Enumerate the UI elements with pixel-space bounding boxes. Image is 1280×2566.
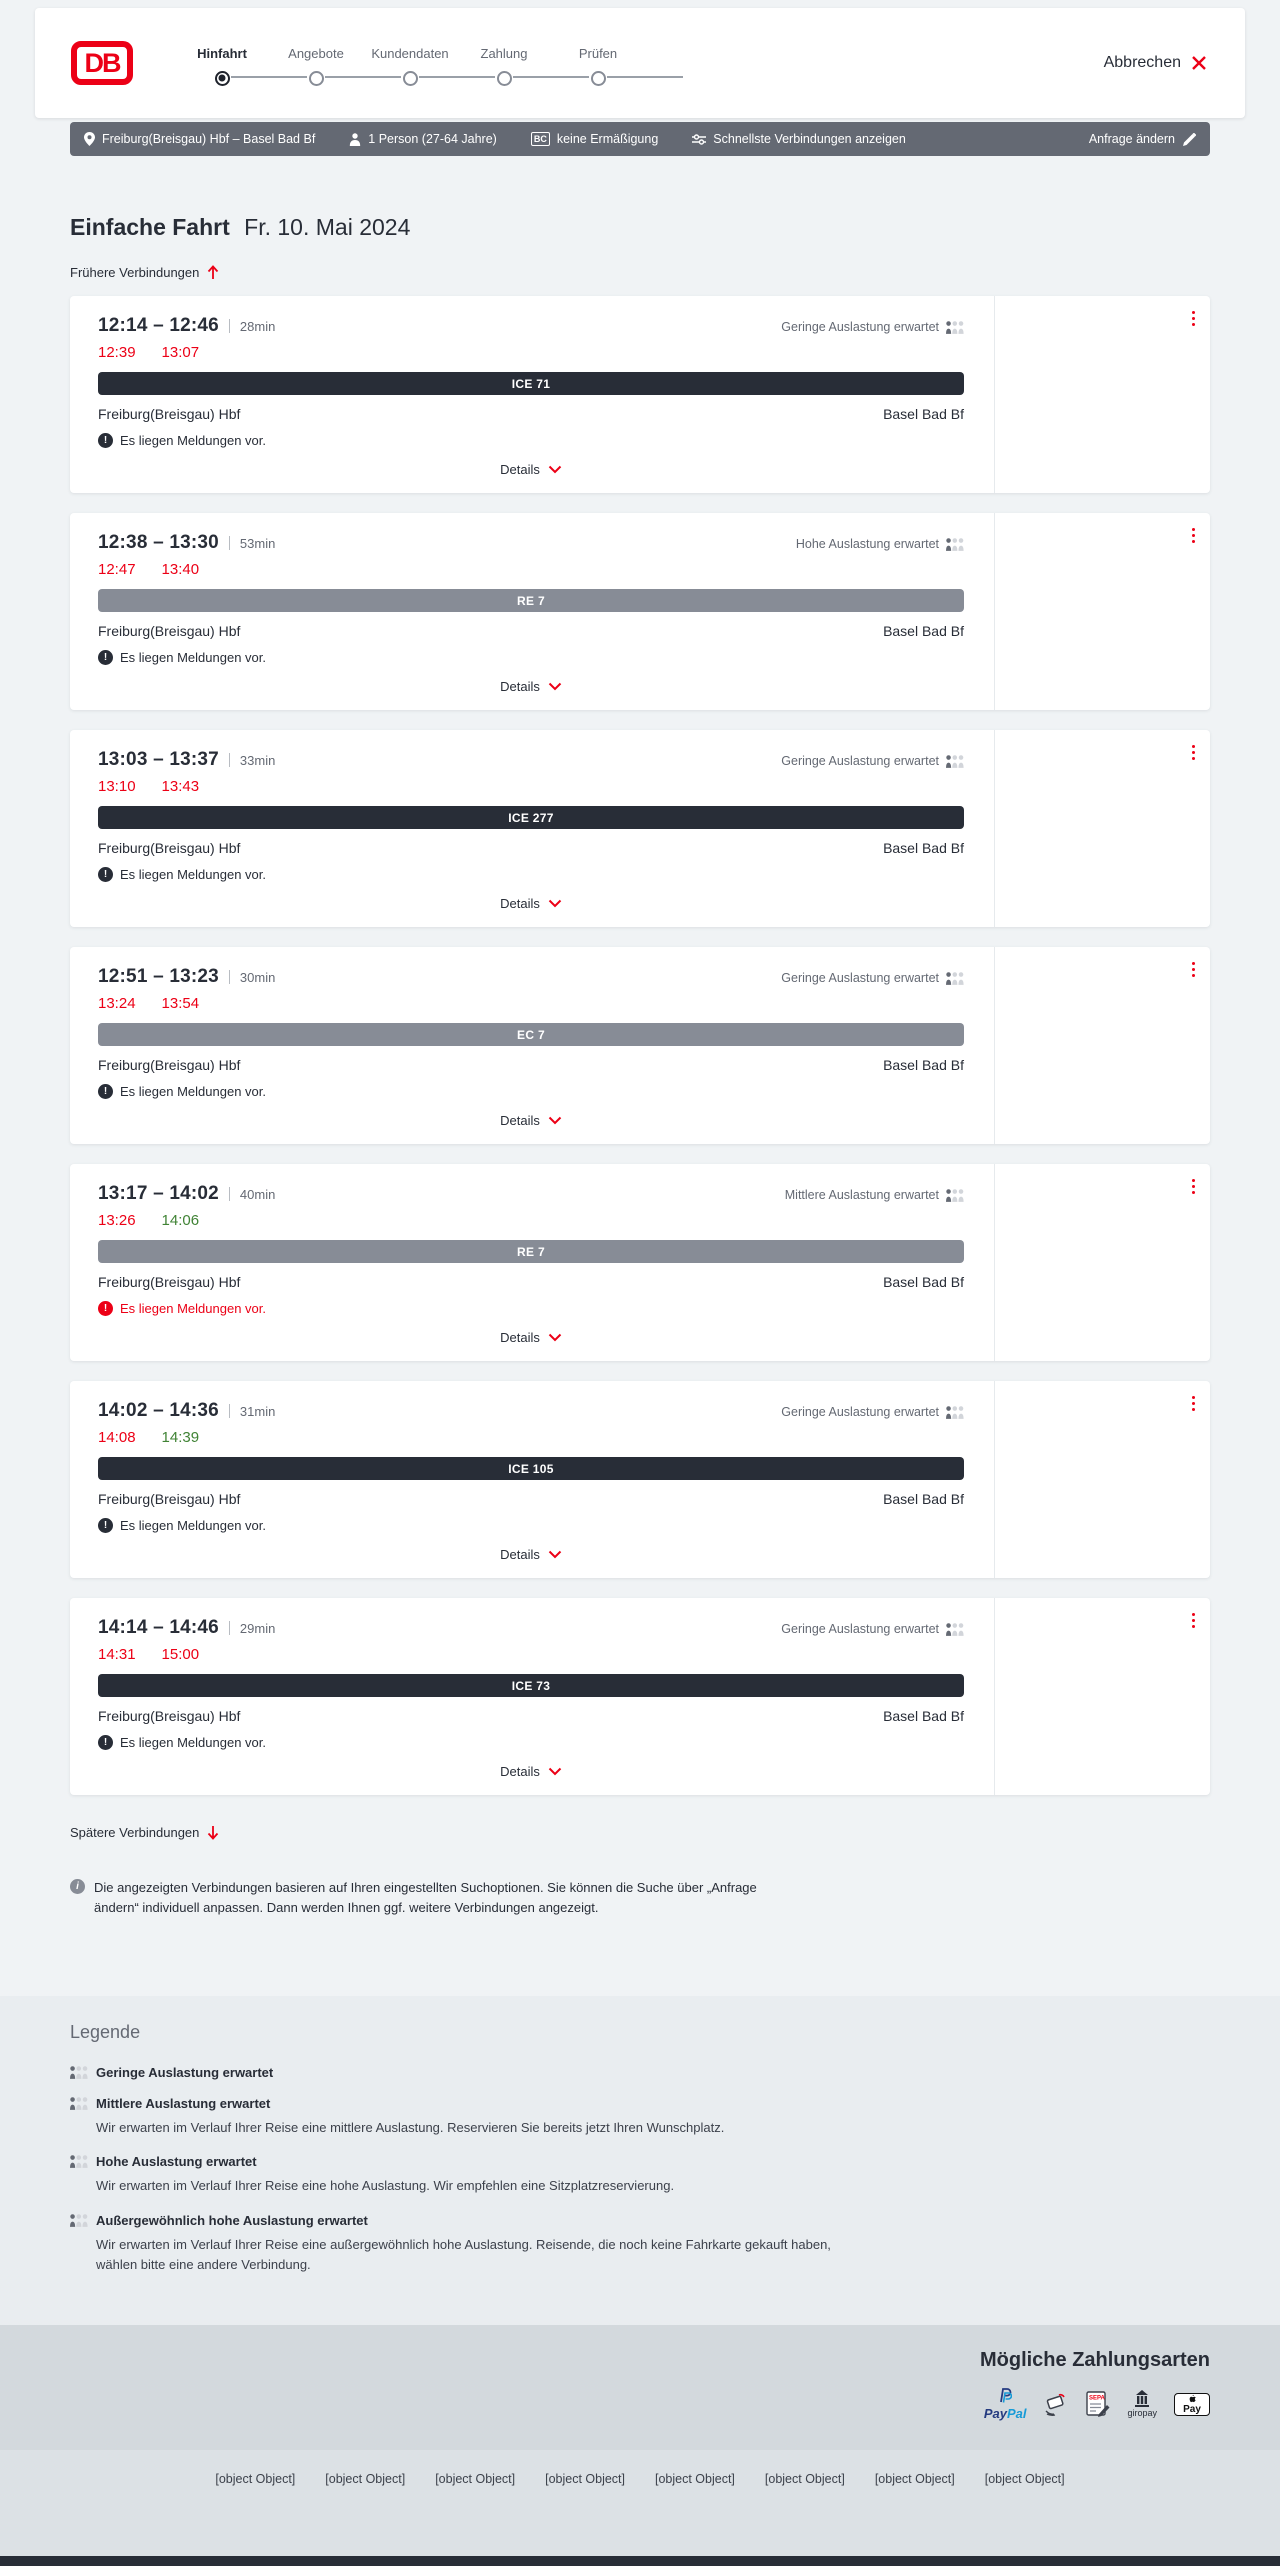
divider [229, 1404, 230, 1418]
connection-side-panel [995, 730, 1210, 927]
notice-text: Es liegen Meldungen vor. [120, 1301, 266, 1316]
train-label-bar[interactable] [98, 1674, 964, 1697]
occupancy-icon [946, 755, 964, 768]
discount-summary [531, 132, 658, 146]
legend-item-label: Hohe Auslastung erwartet [96, 2154, 257, 2170]
notice-text: Es liegen Meldungen vor. [120, 433, 266, 448]
train-label-bar[interactable] [98, 1457, 964, 1480]
occupancy-label: Geringe Auslastung erwartet [781, 320, 939, 334]
scheduled-times: 12:51 – 13:23 [98, 966, 219, 987]
divider [229, 536, 230, 550]
details-label: Details [500, 896, 540, 911]
duration: 31min [239, 1404, 276, 1419]
notice-text: Es liegen Meldungen vor. [120, 867, 266, 882]
actual-arrival: 14:06 [161, 1212, 200, 1229]
origin-station: Freiburg(Breisgau) Hbf [98, 623, 241, 639]
notice-row [98, 650, 964, 665]
footer-link[interactable]: [object Object] [874, 2471, 955, 2486]
occupancy-icon [946, 972, 964, 985]
scheduled-times: 12:14 – 12:46 [98, 315, 219, 336]
occupancy-icon [70, 2066, 88, 2079]
details-label: Details [500, 1547, 540, 1562]
details-toggle[interactable] [500, 1330, 562, 1345]
connection-side-panel [995, 296, 1210, 493]
passenger-summary [349, 132, 497, 146]
chevron-down-icon [548, 682, 562, 691]
connection-side-panel [995, 1164, 1210, 1361]
search-options-note [70, 1878, 760, 1996]
divider [229, 970, 230, 984]
origin-station: Freiburg(Breisgau) Hbf [98, 1057, 241, 1073]
occupancy-info [796, 537, 964, 551]
footer-link[interactable]: [object Object] [984, 2471, 1065, 2486]
credit-card-icon [1043, 2391, 1069, 2417]
person-icon [349, 133, 361, 146]
results-section [0, 214, 1280, 1996]
legend-section [0, 1996, 1280, 2325]
details-label: Details [500, 1113, 540, 1128]
bahncard-icon: BC [531, 132, 550, 146]
journey-type: Einfache Fahrt [70, 214, 230, 240]
route-summary [84, 132, 315, 146]
occupancy-label: Mittlere Auslastung erwartet [784, 1188, 939, 1202]
footer-link[interactable]: [object Object] [764, 2471, 845, 2486]
actual-arrival: 15:00 [161, 1646, 200, 1663]
cancel-button[interactable] [1104, 54, 1207, 72]
scheduled-times: 14:02 – 14:36 [98, 1400, 219, 1421]
header [35, 8, 1245, 118]
actual-departure: 12:39 [98, 344, 136, 361]
duration: 53min [239, 536, 276, 551]
svg-text:SEPA: SEPA [1089, 2395, 1106, 2402]
journey-date: Fr. 10. Mai 2024 [244, 214, 411, 240]
close-icon [1191, 55, 1207, 71]
stepper-step-label: Zahlung [480, 45, 528, 61]
arrow-down-icon [207, 1825, 219, 1840]
scheduled-times: 13:03 – 13:37 [98, 749, 219, 770]
more-options-button[interactable] [1190, 957, 1198, 982]
stepper-step[interactable] [269, 46, 363, 85]
train-number: ICE 277 [508, 810, 554, 825]
notice-text: Es liegen Meldungen vor. [120, 1735, 266, 1750]
stepper-dot [497, 71, 512, 86]
occupancy-info [781, 1622, 964, 1636]
destination-station: Basel Bad Bf [883, 406, 964, 422]
train-number: RE 7 [517, 1244, 545, 1259]
scheduled-times: 12:38 – 13:30 [98, 532, 219, 553]
occupancy-label: Geringe Auslastung erwartet [781, 971, 939, 985]
chevron-down-icon [548, 1550, 562, 1559]
train-label-bar[interactable] [98, 372, 964, 395]
connection-list [70, 296, 1210, 1795]
warning-icon: ! [98, 1084, 113, 1099]
occupancy-info [781, 754, 964, 768]
legend-item-label: Außergewöhnlich hohe Auslastung erwartet [96, 2212, 368, 2228]
duration: 30min [239, 970, 276, 985]
warning-icon: ! [98, 650, 113, 665]
chevron-down-icon [548, 899, 562, 908]
connection-side-panel [995, 947, 1210, 1144]
notice-row [98, 1735, 964, 1750]
occupancy-icon [70, 2155, 88, 2168]
actual-arrival: 13:40 [161, 561, 200, 578]
giropay-icon: giropay [1127, 2390, 1157, 2418]
warning-icon: ! [98, 1301, 113, 1316]
occupancy-icon [70, 2214, 88, 2227]
apple-pay-icon: Pay [1174, 2393, 1210, 2416]
more-options-button[interactable] [1190, 1608, 1198, 1633]
discount-text: keine Ermäßigung [556, 132, 659, 146]
scheduled-times: 14:14 – 14:46 [98, 1617, 219, 1638]
stepper-dot [591, 71, 606, 86]
notice-row [98, 867, 964, 882]
stepper-step-label: Prüfen [578, 45, 618, 61]
route-text: Freiburg(Breisgau) Hbf – Basel Bad Bf [102, 132, 316, 146]
more-options-button[interactable] [1190, 306, 1198, 331]
chevron-down-icon [548, 1116, 562, 1125]
warning-icon: ! [98, 1735, 113, 1750]
details-toggle[interactable] [500, 1547, 562, 1562]
db-logo [71, 41, 133, 85]
cancel-label: Abbrechen [1103, 54, 1181, 71]
connection-side-panel [995, 1381, 1210, 1578]
connection-card [70, 730, 1210, 927]
details-toggle[interactable] [500, 1764, 562, 1779]
connection-card [70, 513, 1210, 710]
details-label: Details [500, 1764, 540, 1779]
occupancy-icon [946, 1406, 964, 1419]
legend-item [70, 2154, 1210, 2196]
more-options-button[interactable] [1190, 740, 1198, 765]
notice-text: Es liegen Meldungen vor. [120, 1084, 266, 1099]
legend-item [70, 2065, 1210, 2080]
payment-section [0, 2325, 1280, 2450]
location-pin-icon [84, 132, 95, 146]
connection-card [70, 1164, 1210, 1361]
footer-link[interactable]: [object Object] [325, 2471, 406, 2486]
legend-item-label: Mittlere Auslastung erwartet [96, 2096, 271, 2112]
occupancy-info [781, 971, 964, 985]
train-label-bar[interactable] [98, 1240, 964, 1263]
actual-departure: 14:08 [98, 1429, 136, 1446]
payment-title: Mögliche Zahlungsarten [979, 2348, 1210, 2371]
details-toggle[interactable] [500, 462, 562, 477]
footer-link[interactable]: [object Object] [435, 2471, 516, 2486]
details-label: Details [500, 1330, 540, 1345]
occupancy-label: Hohe Auslastung erwartet [795, 537, 939, 551]
divider [229, 753, 230, 767]
later-connections-label: Spätere Verbindungen [70, 1825, 200, 1840]
actual-arrival: 13:54 [161, 995, 200, 1012]
legend-item-label: Geringe Auslastung erwartet [96, 2065, 274, 2081]
stepper-step[interactable] [175, 46, 269, 85]
earlier-connections-label: Frühere Verbindungen [70, 265, 200, 280]
notice-row [98, 433, 964, 448]
details-toggle[interactable] [500, 679, 562, 694]
divider [229, 1621, 230, 1635]
occupancy-icon [946, 1189, 964, 1202]
details-label: Details [500, 462, 540, 477]
legend-title: Legende [70, 2022, 141, 2043]
scheduled-times: 13:17 – 14:02 [98, 1183, 219, 1204]
notice-row [98, 1301, 964, 1316]
duration: 29min [239, 1621, 276, 1636]
checkout-stepper [175, 46, 645, 85]
origin-station: Freiburg(Breisgau) Hbf [98, 406, 241, 422]
stepper-dot [309, 71, 324, 86]
notice-text: Es liegen Meldungen vor. [120, 650, 266, 665]
actual-arrival: 13:43 [161, 778, 200, 795]
origin-station: Freiburg(Breisgau) Hbf [98, 840, 241, 856]
occupancy-icon [946, 1623, 964, 1636]
passenger-text: 1 Person (27-64 Jahre) [368, 132, 497, 146]
details-toggle[interactable] [500, 896, 562, 911]
connection-card [70, 296, 1210, 493]
footer-links [70, 2472, 1210, 2486]
connection-card [70, 1598, 1210, 1795]
occupancy-label: Geringe Auslastung erwartet [781, 1622, 939, 1636]
destination-station: Basel Bad Bf [883, 1057, 964, 1073]
connection-card [70, 947, 1210, 1144]
warning-icon: ! [98, 867, 113, 882]
notice-row [98, 1518, 964, 1533]
pencil-icon [1183, 133, 1196, 146]
connection-side-panel [995, 513, 1210, 710]
stepper-step[interactable] [457, 46, 551, 85]
train-number: EC 7 [517, 1027, 545, 1042]
occupancy-label: Geringe Auslastung erwartet [781, 754, 939, 768]
duration: 28min [239, 319, 276, 334]
change-request-label: Anfrage ändern [1088, 132, 1175, 146]
more-options-button[interactable] [1190, 1174, 1198, 1199]
stepper-step[interactable] [363, 46, 457, 85]
origin-station: Freiburg(Breisgau) Hbf [98, 1491, 241, 1507]
destination-station: Basel Bad Bf [883, 840, 964, 856]
divider [229, 319, 230, 333]
stepper-dot [403, 71, 418, 86]
legend-item-description: Wir erwarten im Verlauf Ihrer Reise eine außergewöhnlich hohe Auslastung. Reisende, die noch keine Fahrkarte gekauft haben, wählen bitte eine andere Verbindung. [96, 2236, 831, 2272]
stepper-step[interactable] [551, 46, 645, 85]
occupancy-info [785, 1188, 964, 1202]
destination-station: Basel Bad Bf [883, 623, 964, 639]
more-options-button[interactable] [1190, 1391, 1198, 1416]
actual-departure: 13:26 [98, 1212, 136, 1229]
fastest-connections-label: Schnellste Verbindungen anzeigen [713, 132, 906, 146]
later-connections-link[interactable] [70, 1825, 219, 1840]
change-request-button[interactable] [1089, 132, 1196, 146]
destination-station: Basel Bad Bf [883, 1708, 964, 1724]
search-summary-bar [70, 122, 1210, 156]
actual-arrival: 14:39 [161, 1429, 200, 1446]
chevron-down-icon [548, 1333, 562, 1342]
destination-station: Basel Bad Bf [883, 1274, 964, 1290]
occupancy-icon [70, 2097, 88, 2110]
warning-icon: ! [98, 1518, 113, 1533]
origin-station: Freiburg(Breisgau) Hbf [98, 1708, 241, 1724]
chevron-down-icon [548, 465, 562, 474]
duration: 33min [239, 753, 276, 768]
chevron-down-icon [548, 1767, 562, 1776]
connection-card [70, 1381, 1210, 1578]
legend-item [70, 2213, 1210, 2275]
sliders-icon [692, 134, 706, 145]
train-label-bar[interactable] [98, 806, 964, 829]
occupancy-info [781, 320, 964, 334]
footer-link[interactable]: [object Object] [655, 2471, 735, 2486]
actual-arrival: 13:07 [161, 344, 200, 361]
occupancy-icon [946, 321, 964, 334]
fastest-connections-toggle[interactable] [692, 132, 906, 146]
connection-side-panel [995, 1598, 1210, 1795]
arrow-up-icon [207, 265, 219, 280]
notice-text: Es liegen Meldungen vor. [120, 1518, 266, 1533]
more-options-button[interactable] [1190, 523, 1198, 548]
train-label-bar[interactable] [98, 1023, 964, 1046]
origin-station: Freiburg(Breisgau) Hbf [98, 1274, 241, 1290]
details-toggle[interactable] [500, 1113, 562, 1128]
stepper-dot [215, 71, 230, 86]
sepa-icon [1086, 2391, 1110, 2418]
search-options-note-text: Die angezeigten Verbindungen basieren auf Ihren eingestellten Suchoptionen. Sie können die Suche über „Anfrage ändern“ individuell anpassen. Dann werden Ihnen ggf. weitere Verbindungen angezeigt. [94, 1880, 757, 1916]
train-label-bar[interactable] [98, 589, 964, 612]
legend-item-description: Wir erwarten im Verlauf Ihrer Reise eine hohe Auslastung. Wir empfehlen eine Sitzplatzreservierung. [96, 2178, 675, 2194]
bottom-bar [0, 2556, 1280, 2566]
stepper-step-label: Angebote [288, 45, 344, 61]
actual-departure: 13:10 [98, 778, 136, 795]
occupancy-info [781, 1405, 964, 1419]
actual-departure: 14:31 [98, 1646, 136, 1663]
page-title [70, 214, 1210, 241]
train-number: ICE 71 [511, 376, 551, 391]
footer-link[interactable]: [object Object] [545, 2471, 625, 2486]
footer-link[interactable]: [object Object] [215, 2471, 296, 2486]
info-icon: i [70, 1879, 85, 1894]
stepper-step-label: Hinfahrt [197, 45, 247, 61]
train-number: ICE 73 [511, 1678, 551, 1693]
occupancy-icon [946, 538, 964, 551]
paypal-icon: PayPal [984, 2388, 1027, 2421]
train-number: RE 7 [517, 593, 545, 608]
notice-row [98, 1084, 964, 1099]
legend-item [70, 2096, 1210, 2138]
actual-departure: 13:24 [98, 995, 136, 1012]
legend-item-description: Wir erwarten im Verlauf Ihrer Reise eine mittlere Auslastung. Reservieren Sie bereits jetzt Ihren Wunschplatz. [96, 2120, 725, 2136]
divider [229, 1187, 230, 1201]
occupancy-label: Geringe Auslastung erwartet [781, 1405, 939, 1419]
train-number: ICE 105 [508, 1461, 554, 1476]
db-logo-text: DB [84, 47, 120, 78]
warning-icon: ! [98, 433, 113, 448]
earlier-connections-link[interactable] [70, 265, 219, 280]
duration: 40min [239, 1187, 276, 1202]
destination-station: Basel Bad Bf [883, 1491, 964, 1507]
details-label: Details [500, 679, 540, 694]
actual-departure: 12:47 [98, 561, 136, 578]
stepper-step-label: Kundendaten [371, 45, 449, 61]
